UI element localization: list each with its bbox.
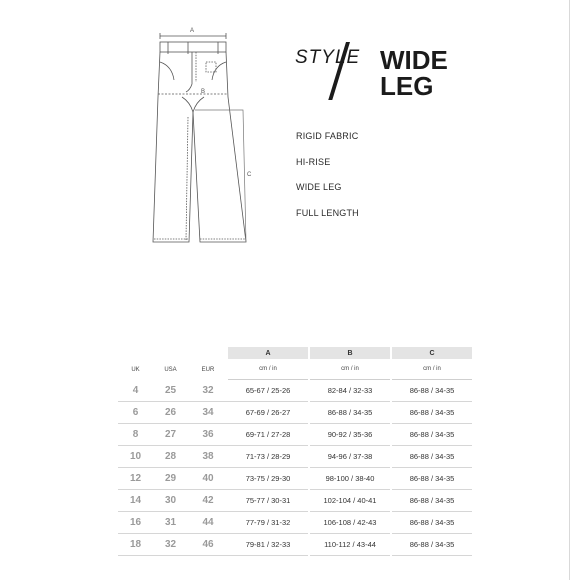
cell-eur: 46	[188, 534, 228, 556]
cell-eur: 32	[188, 380, 228, 402]
unit-label-a: cm / in	[228, 359, 308, 380]
cell-uk: 6	[118, 402, 153, 424]
cell-b: 94-96 / 37-38	[310, 446, 390, 468]
measure-header-c: C	[392, 347, 472, 359]
style-name-line-1: WIDE	[380, 45, 448, 75]
cell-uk: 18	[118, 534, 153, 556]
cell-uk: 8	[118, 424, 153, 446]
cell-b: 98-100 / 38-40	[310, 468, 390, 490]
unit-label-b: cm / in	[310, 359, 390, 380]
cell-eur: 42	[188, 490, 228, 512]
cell-a: 79-81 / 32-33	[228, 534, 308, 556]
table-row	[118, 402, 472, 424]
size-header-usa: USA	[164, 366, 177, 373]
cell-b: 90-92 / 35-36	[310, 424, 390, 446]
table-row	[118, 534, 472, 556]
cell-uk: 4	[118, 380, 153, 402]
cell-a: 77-79 / 31-32	[228, 512, 308, 534]
style-label: STYLE	[295, 47, 361, 68]
cell-eur: 36	[188, 424, 228, 446]
cell-uk: 14	[118, 490, 153, 512]
size-chart-table	[118, 347, 472, 556]
cell-eur: 44	[188, 512, 228, 534]
cell-uk: 16	[118, 512, 153, 534]
measure-header-row	[118, 347, 472, 359]
sketch-label-a: A	[190, 28, 195, 34]
cell-eur: 40	[188, 468, 228, 490]
cell-usa: 26	[153, 402, 188, 424]
cell-b: 86-88 / 34-35	[310, 402, 390, 424]
cell-usa: 25	[153, 380, 188, 402]
feature-item: HI-RISE	[296, 156, 331, 167]
size-header-row	[118, 359, 472, 380]
style-name	[380, 47, 500, 99]
cell-b: 102-104 / 40-41	[310, 490, 390, 512]
cell-a: 67-69 / 26-27	[228, 402, 308, 424]
style-name-line-2: LEG	[380, 71, 434, 101]
cell-usa: 32	[153, 534, 188, 556]
cell-uk: 10	[118, 446, 153, 468]
cell-usa: 28	[153, 446, 188, 468]
cell-a: 75-77 / 30-31	[228, 490, 308, 512]
cell-c: 86-88 / 34-35	[392, 490, 472, 512]
size-header-eur: EUR	[201, 366, 215, 373]
cell-a: 71-73 / 28-29	[228, 446, 308, 468]
cell-c: 86-88 / 34-35	[392, 446, 472, 468]
cell-c: 86-88 / 34-35	[392, 424, 472, 446]
cell-c: 86-88 / 34-35	[392, 468, 472, 490]
cell-a: 73-75 / 29-30	[228, 468, 308, 490]
right-edge-rule	[569, 0, 570, 580]
table-row	[118, 424, 472, 446]
cell-c: 86-88 / 34-35	[392, 380, 472, 402]
table-row	[118, 380, 472, 402]
cell-c: 86-88 / 34-35	[392, 534, 472, 556]
cell-eur: 34	[188, 402, 228, 424]
cell-b: 82-84 / 32-33	[310, 380, 390, 402]
measure-header-a: A	[228, 347, 308, 359]
cell-b: 110-112 / 43-44	[310, 534, 390, 556]
feature-item: WIDE LEG	[296, 182, 342, 192]
cell-c: 86-88 / 34-35	[392, 402, 472, 424]
table-row	[118, 512, 472, 534]
cell-c: 86-88 / 34-35	[392, 512, 472, 534]
sketch-label-b: B	[201, 89, 206, 95]
unit-label-c: cm / in	[392, 359, 472, 380]
table-row	[118, 446, 472, 468]
measure-header-b: B	[310, 347, 390, 359]
wide-leg-jeans-sketch	[140, 22, 280, 252]
cell-usa: 29	[153, 468, 188, 490]
feature-item: FULL LENGTH	[296, 207, 359, 218]
table-row	[118, 490, 472, 512]
cell-a: 69-71 / 27-28	[228, 424, 308, 446]
cell-usa: 31	[153, 512, 188, 534]
size-header-uk: UK	[131, 366, 140, 373]
cell-usa: 27	[153, 424, 188, 446]
cell-uk: 12	[118, 468, 153, 490]
cell-eur: 38	[188, 446, 228, 468]
cell-a: 65-67 / 25-26	[228, 380, 308, 402]
table-row	[118, 468, 472, 490]
feature-item: RIGID FABRIC	[296, 131, 359, 141]
cell-usa: 30	[153, 490, 188, 512]
feature-list	[296, 131, 359, 233]
cell-b: 106-108 / 42-43	[310, 512, 390, 534]
sketch-label-c: C	[247, 172, 252, 178]
